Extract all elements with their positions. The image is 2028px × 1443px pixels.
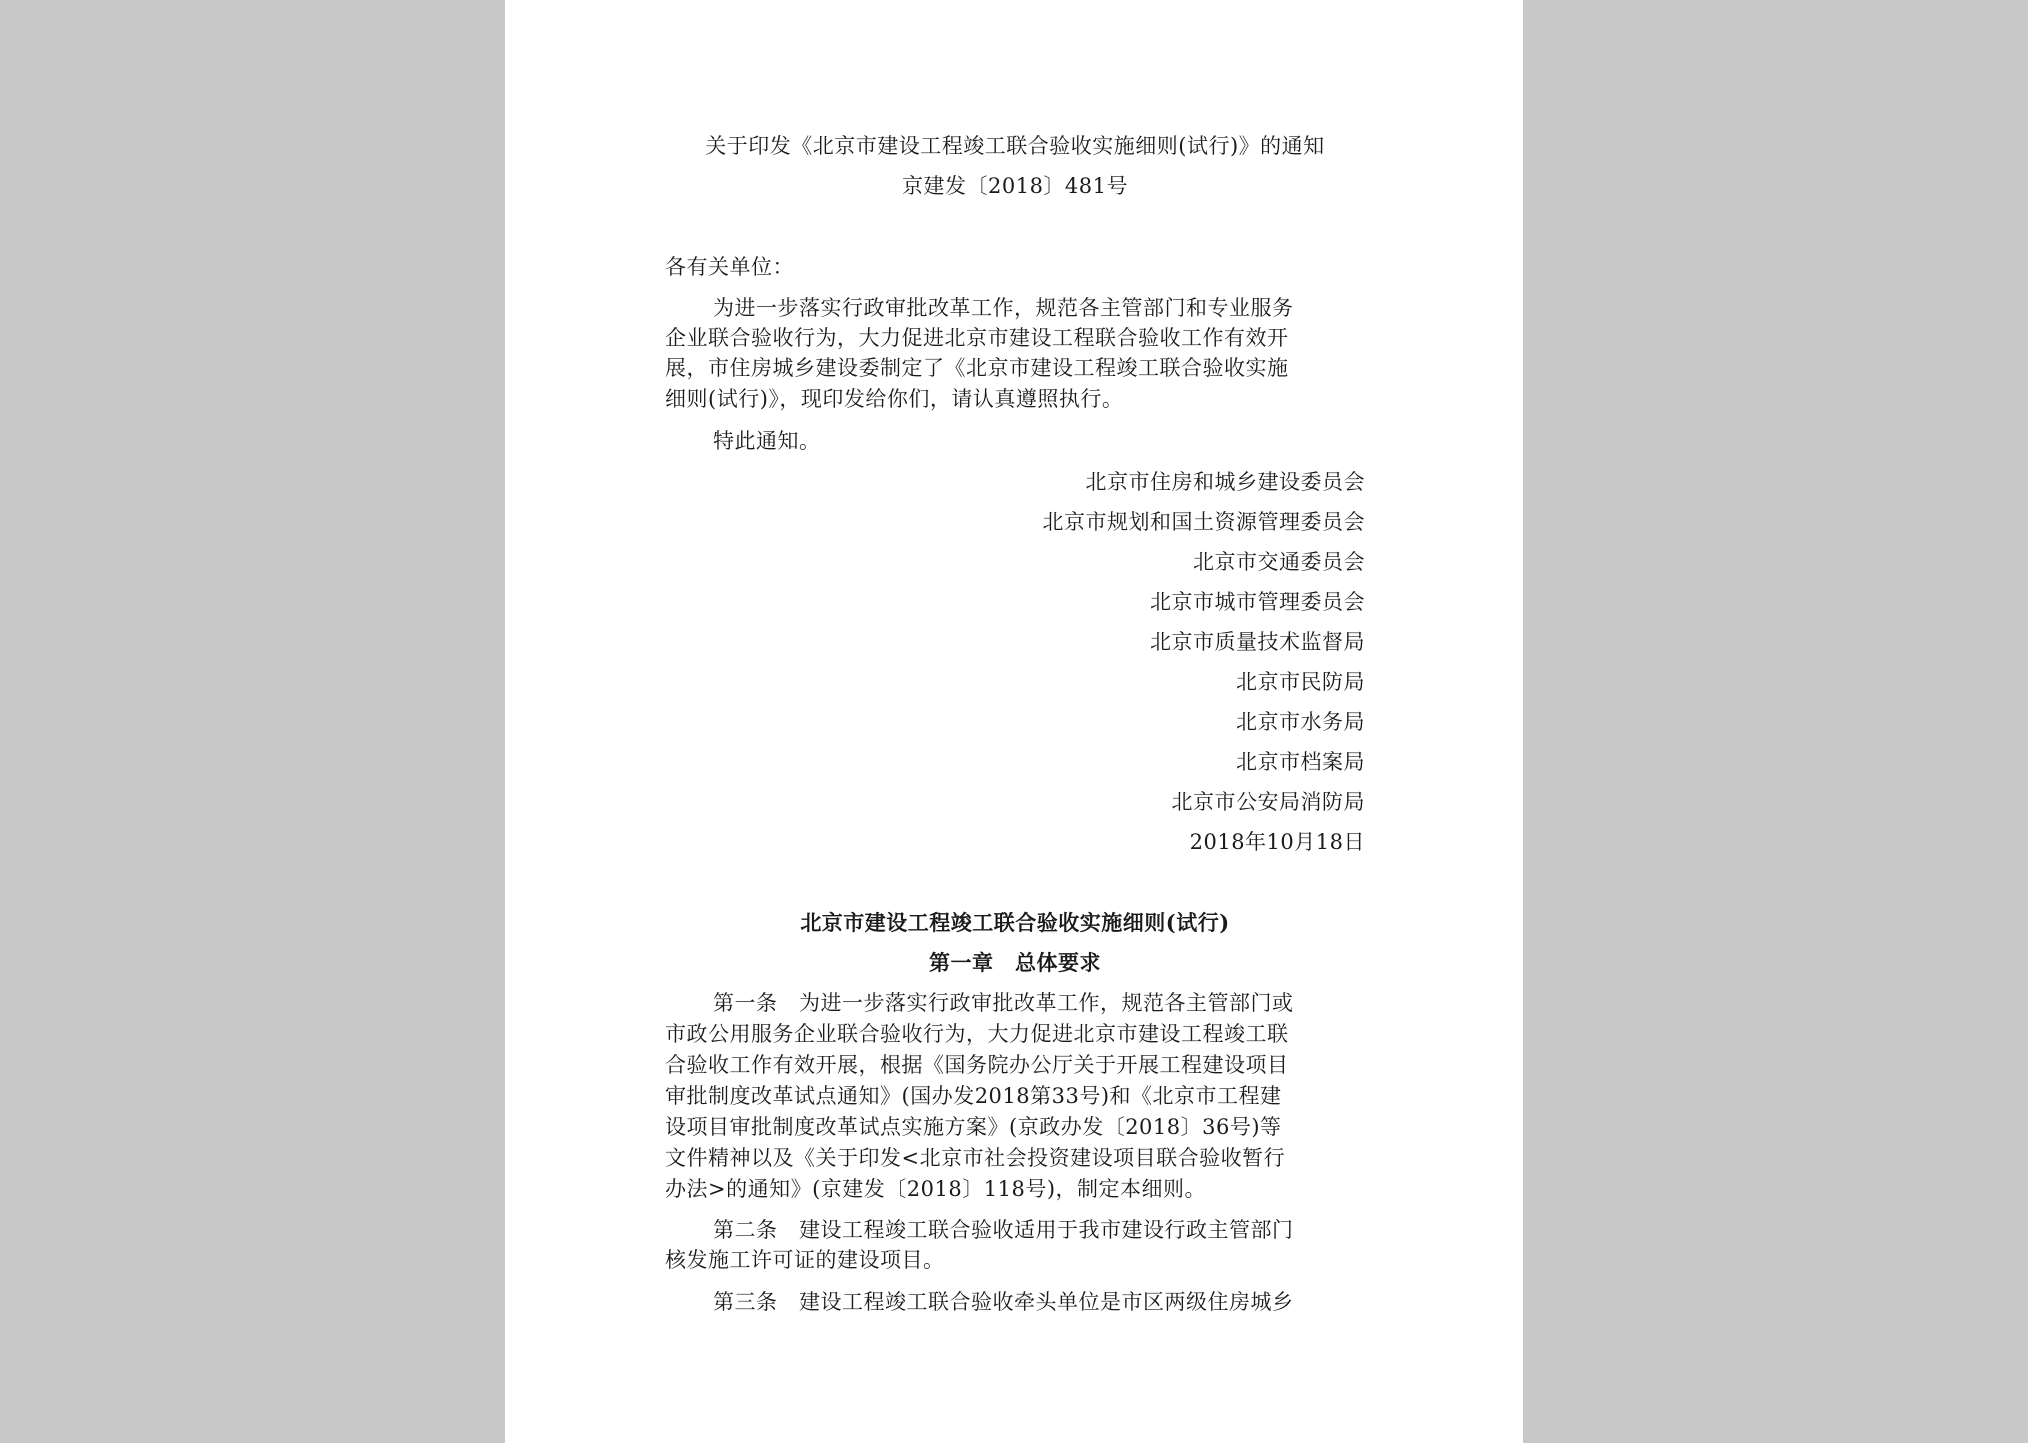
issuer: 北京市档案局 (1236, 750, 1365, 774)
article-line: 核发施工许可证的建设项目。 (665, 1248, 945, 1272)
notice-body-line: 展，市住房城乡建设委制定了《北京市建设工程竣工联合验收实施 (665, 356, 1289, 380)
article-line: 办法>的通知》(京建发〔2018〕118号)，制定本细则。 (665, 1177, 1207, 1201)
salutation: 各有关单位： (665, 255, 794, 279)
issuer: 北京市城市管理委员会 (1150, 590, 1365, 614)
doc-number: 京建发〔2018〕481号 (901, 174, 1129, 198)
article-line: 市政公用服务企业联合验收行为，大力促进北京市建设工程竣工联 (665, 1022, 1289, 1046)
notice-title: 关于印发《北京市建设工程竣工联合验收实施细则(试行)》的通知 (705, 134, 1325, 158)
article-line: 审批制度改革试点通知》(国办发2018第33号)和《北京市工程建 (665, 1084, 1282, 1108)
article-line: 文件精神以及《关于印发<北京市社会投资建设项目联合验收暂行 (665, 1146, 1286, 1170)
rules-title: 北京市建设工程竣工联合验收实施细则(试行) (800, 910, 1230, 935)
article-line: 设项目审批制度改革试点实施方案》(京政办发〔2018〕36号)等 (665, 1115, 1282, 1139)
issuer: 北京市质量技术监督局 (1150, 630, 1365, 654)
issuer: 北京市民防局 (1236, 670, 1365, 694)
signing-date: 2018年10月18日 (1189, 830, 1365, 854)
issuer: 北京市交通委员会 (1193, 550, 1365, 574)
notice-body-line: 企业联合验收行为，大力促进北京市建设工程联合验收工作有效开 (665, 326, 1289, 350)
article-line: 第一条 为进一步落实行政审批改革工作，规范各主管部门或 (713, 991, 1294, 1015)
chapter-title: 第一章 总体要求 (929, 950, 1101, 975)
article-line: 合验收工作有效开展，根据《国务院办公厅关于开展工程建设项目 (665, 1053, 1289, 1077)
document-page (505, 0, 1523, 1443)
notice-body-line: 为进一步落实行政审批改革工作，规范各主管部门和专业服务 (713, 296, 1294, 320)
issuer: 北京市公安局消防局 (1171, 790, 1365, 814)
article-line: 第三条 建设工程竣工联合验收牵头单位是市区两级住房城乡 (713, 1290, 1294, 1314)
closing-text: 特此通知。 (713, 429, 821, 453)
notice-body-line: 细则(试行)》，现印发给你们，请认真遵照执行。 (665, 387, 1124, 411)
article-line: 第二条 建设工程竣工联合验收适用于我市建设行政主管部门 (713, 1218, 1294, 1242)
issuer: 北京市水务局 (1236, 710, 1365, 734)
issuer: 北京市规划和国土资源管理委员会 (1042, 510, 1365, 534)
issuer: 北京市住房和城乡建设委员会 (1085, 470, 1365, 494)
